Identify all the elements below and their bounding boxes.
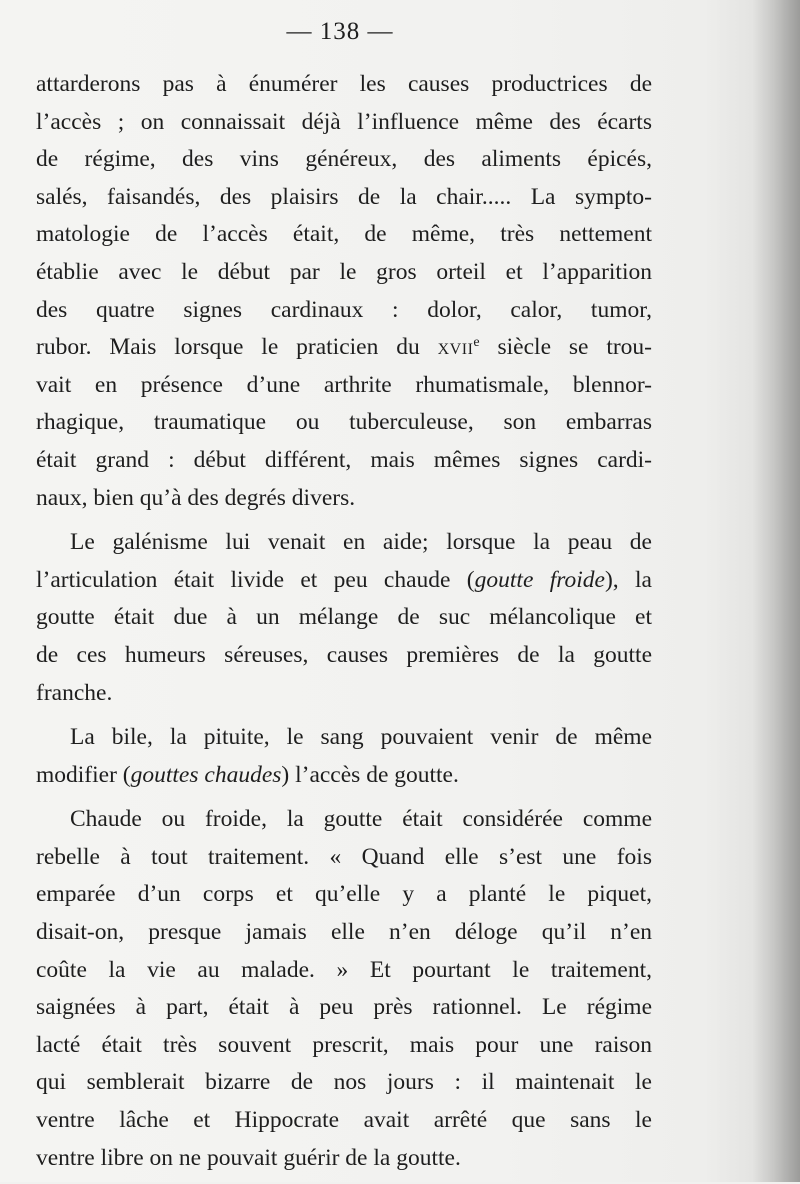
paragraph-4	[36, 801, 652, 1177]
text-line	[36, 757, 652, 795]
text-line: de régime, des vins généreux, des aliments épicés,	[36, 146, 652, 173]
text-line: emparée d’un corps et qu’elle y a planté le piquet,	[36, 881, 652, 908]
text-run: ) l’accès de goutte.	[281, 761, 459, 788]
text-run: ), la	[604, 566, 652, 593]
text-line: naux, bien qu’à des degrés divers.	[36, 484, 356, 511]
text-line: salés, faisandés, des plaisirs de la chair..... La sympto-	[36, 183, 652, 210]
text-line: de ces humeurs séreuses, causes premières de la goutte	[36, 641, 652, 668]
text-line: Le galénisme lui venait en aide; lorsque la peau de	[70, 529, 652, 556]
text-line: attarderons pas à énumérer les causes productrices de	[36, 71, 652, 97]
text-line: était grand : début différent, mais mêmes signes cardi-	[36, 446, 652, 473]
text-line: saignées à part, était à peu près rationnel. Le régime	[36, 994, 652, 1021]
italic-term: gouttes chaudes	[130, 761, 282, 788]
century-numeral: xvii	[437, 334, 474, 361]
text-line: Chaude ou froide, la goutte était considérée comme	[70, 806, 652, 833]
text-line: vait en présence d’une arthrite rhumatismale, blennor-	[36, 371, 652, 398]
paragraph-1	[36, 66, 652, 517]
italic-term: goutte froide	[474, 566, 605, 593]
text-line: des quatre signes cardinaux : dolor, calor, tumor,	[36, 296, 652, 323]
text-line: rebelle à tout traitement. « Quand elle s’est une fois	[36, 843, 652, 870]
text-line	[36, 329, 652, 367]
text-run: rubor. Mais lorsque le praticien du	[36, 334, 420, 361]
paragraph-2	[36, 524, 652, 712]
text-line: La bile, la pituite, le sang pouvaient venir de même	[70, 724, 652, 751]
text-line: l’accès ; on connaissait déjà l’influence même des écarts	[36, 108, 652, 135]
text-line: rhagique, traumatique ou tuberculeuse, son embarras	[36, 409, 652, 436]
text-line: ventre lâche et Hippocrate avait arrêté que sans le	[36, 1107, 652, 1134]
page-number: — 138 —	[286, 18, 394, 45]
text-run: siècle se trou-	[497, 334, 653, 361]
text-line: matologie de l’accès était, de même, très nettement	[36, 221, 652, 248]
text-line: coûte la vie au malade. » Et pourtant le traitement,	[36, 956, 652, 983]
text-line: établie avec le début par le gros orteil et l’apparition	[36, 258, 652, 285]
paragraph-3	[36, 719, 652, 794]
text-line: disait-on, presque jamais elle n’en déloge qu’il n’en	[36, 919, 652, 946]
text-line: goutte était due à un mélange de suc mélancolique et	[36, 604, 652, 631]
text-line: franche.	[36, 679, 113, 706]
text-line: lacté était très souvent prescrit, mais pour une raison	[36, 1031, 652, 1058]
text-line: qui semblerait bizarre de nos jours : il maintenait le	[36, 1069, 652, 1096]
binding-shadow	[752, 0, 800, 1182]
century-superscript: e	[473, 335, 480, 351]
text-line: ventre libre on ne pouvait guérir de la goutte.	[36, 1144, 461, 1171]
text-run: l’articulation était livide et peu chaude (	[36, 566, 475, 593]
text-line	[36, 562, 652, 600]
body-text	[36, 66, 652, 1184]
text-run: modifier (	[36, 761, 131, 788]
